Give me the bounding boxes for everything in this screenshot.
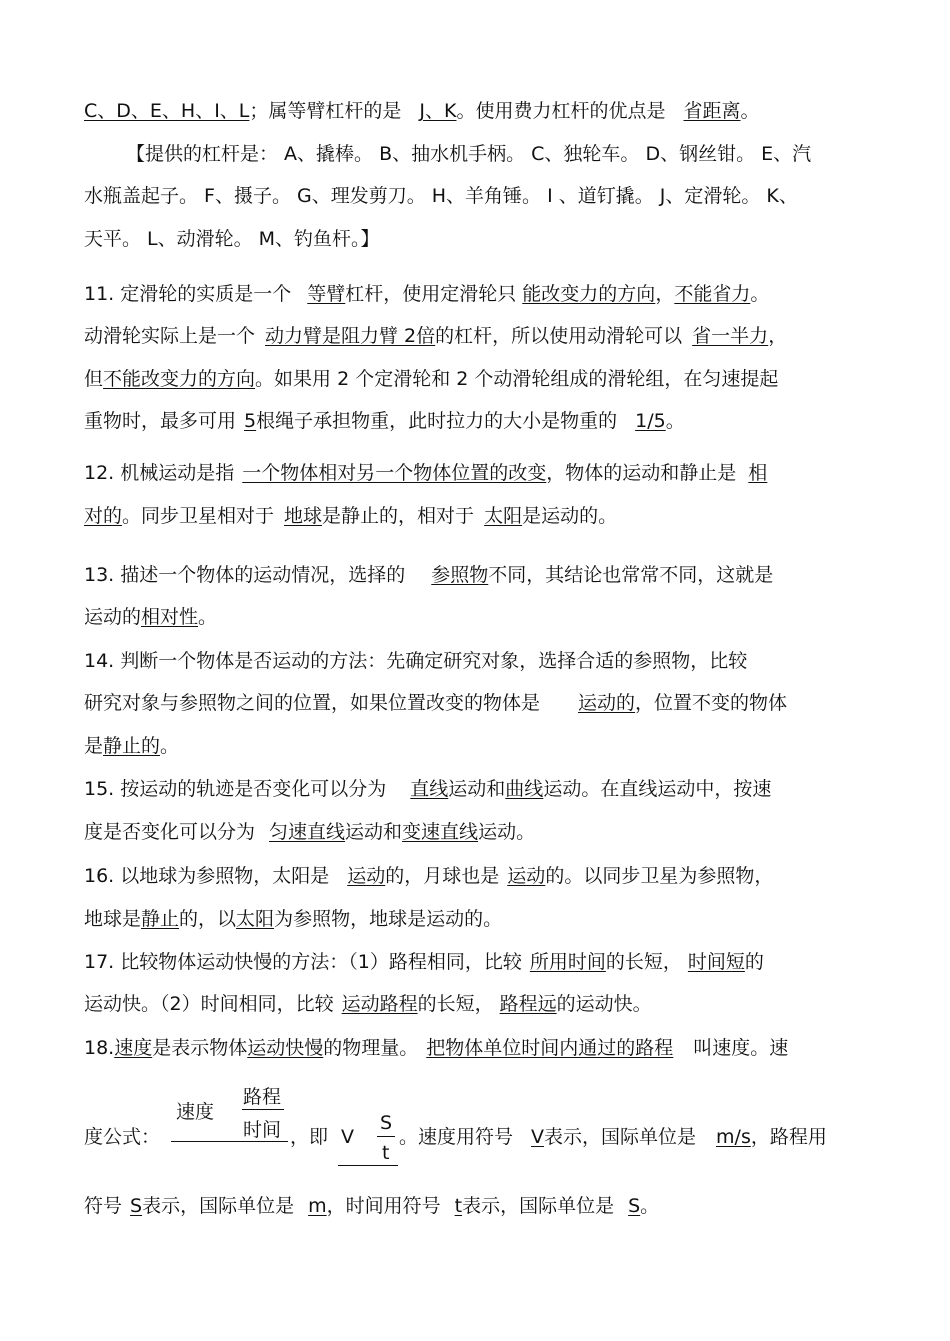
q18-line-3 [84, 1193, 864, 1219]
answer-fill: 直线 [410, 778, 449, 800]
text: 杠杆，使用定滑轮只 [345, 283, 517, 305]
q16-line-1 [84, 863, 864, 889]
lever-list-line-3: 天平。 L、动滑轮。 M、钓鱼杆。】 [84, 228, 380, 250]
answer-fill: 速度 [114, 1037, 153, 1059]
text: 18. [84, 1037, 115, 1059]
text: 的杠杆，所以使用动滑轮可以 [435, 325, 683, 347]
answer-fill: C、D、E、H、I、L [84, 100, 250, 122]
q12-line-2 [84, 503, 864, 529]
formula-answer-underline [338, 1165, 398, 1166]
text: 的长短， [605, 951, 682, 973]
q11-line-2 [84, 323, 864, 349]
answer-fill: V [531, 1126, 545, 1148]
answer-fill: 省距离 [683, 100, 741, 122]
answer-fill: 相 [748, 462, 768, 484]
answer-fill: 不能改变力的方向 [103, 368, 256, 390]
text: 运动。在直线运动中，按速 [543, 778, 772, 800]
q11-line-3 [84, 366, 864, 392]
text: ，时间用符号 [326, 1195, 441, 1217]
text: 运动和 [448, 778, 506, 800]
text: 。使用费力杠杆的优点是 [456, 100, 666, 122]
text: ，路程用 [750, 1126, 827, 1148]
text: 12. 机械运动是指 [84, 462, 235, 484]
answer-fill: 运动 [347, 865, 386, 887]
q15-line-1 [84, 776, 864, 802]
answer-fill: t [454, 1195, 463, 1217]
text: 。 [740, 100, 760, 122]
answer-fill: 地球 [284, 505, 323, 527]
text: 是静止的，相对于 [322, 505, 475, 527]
lever-list-line-1: 【提供的杠杆是： A、撬棒。 B、抽水机手柄。 C、独轮车。 D、钢丝钳。 E、汽 [126, 143, 812, 165]
text: 的，月球也是 [385, 865, 500, 887]
q14-line-2 [84, 690, 864, 716]
answer-fill: 省一半力 [692, 325, 769, 347]
q14-line-3 [84, 733, 864, 759]
text: ；属等臂杠杆的是 [249, 100, 402, 122]
text: 运动快。（2）时间相同，比较 [84, 993, 334, 1015]
answer-fill: 太阳 [236, 908, 275, 930]
q17-line-1 [84, 949, 864, 975]
answer-fill: 运动路程 [341, 993, 418, 1015]
formula-blank-word: 速度 [176, 1101, 215, 1123]
text: ， [655, 283, 675, 305]
text: 的。以同步卫星为参照物， [545, 865, 774, 887]
text: 运动的 [84, 606, 142, 628]
text: 运动。 [478, 821, 536, 843]
answer-fill: 匀速直线 [269, 821, 346, 843]
answer-fill: 参照物 [431, 564, 489, 586]
text: 符号 [84, 1195, 123, 1217]
text: 但 [84, 368, 104, 390]
answer-fill: 5 [244, 410, 257, 432]
text: 。 [665, 410, 685, 432]
answer-fill: S [130, 1195, 143, 1217]
text: 的，以 [179, 908, 237, 930]
q11-line-4 [84, 408, 864, 434]
text: 为参照物，地球是运动的。 [274, 908, 503, 930]
text: 13. 描述一个物体的运动情况，选择的 [84, 564, 406, 586]
text: 度是否变化可以分为 [84, 821, 256, 843]
formula-comma: ，即 [290, 1126, 329, 1148]
q14-line-1: 14. 判断一个物体是否运动的方法：先确定研究对象，选择合适的参照物，比较 [84, 650, 748, 672]
text: 是运动的。 [522, 505, 618, 527]
text: 。 [750, 283, 770, 305]
answer-fill: 相对性 [141, 606, 199, 628]
q17-line-2 [84, 991, 864, 1017]
text: 不同，其结论也常常不同，这就是 [488, 564, 774, 586]
answer-fill: 把物体单位时间内通过的路程 [426, 1037, 674, 1059]
text: 。 [640, 1195, 660, 1217]
answer-fill: 运动 [507, 865, 546, 887]
text: ， [768, 325, 788, 347]
answer-fill: 能改变力的方向 [522, 283, 656, 305]
text: 的运动快。 [556, 993, 652, 1015]
text: 。 [160, 735, 180, 757]
formula-blank-underline [171, 1141, 288, 1142]
q18-formula-tail [399, 1124, 827, 1150]
q15-line-2 [84, 819, 864, 845]
q13-line-2 [84, 604, 864, 630]
formula-v: V [341, 1126, 354, 1148]
answer-fill: 等臂 [307, 283, 346, 305]
text: 表示，国际单位是 [544, 1126, 697, 1148]
text: 根绳子承担物重，此时拉力的大小是物重的 [256, 410, 618, 432]
formula-lead: 度公式： [84, 1126, 161, 1148]
fraction-bar [242, 1109, 284, 1110]
lever-list-line-2: 水瓶盖起子。 F、摄子。 G、理发剪刀。 H、羊角锤。 I 、道钉撬。 J、定滑轮。 K、 [84, 185, 798, 207]
text: 表示，国际单位是 [142, 1195, 295, 1217]
answer-fill: 变速直线 [402, 821, 479, 843]
answer-fill: 1/5 [635, 410, 666, 432]
text: 运动和 [345, 821, 403, 843]
answer-fill: m/s [716, 1126, 751, 1148]
answer-fill: 太阳 [484, 505, 523, 527]
q12-line-1 [84, 460, 864, 486]
answer-fill: m [308, 1195, 327, 1217]
text: 动滑轮实际上是一个 [84, 325, 256, 347]
text: ，物体的运动和静止是 [546, 462, 737, 484]
answer-fill: 运动的 [578, 692, 636, 714]
answer-fill: 曲线 [505, 778, 544, 800]
text: 表示，国际单位是 [462, 1195, 615, 1217]
q18-line-1 [84, 1035, 864, 1061]
text: 。如果用 2 个定滑轮和 2 个动滑轮组成的滑轮组，在匀速提起 [255, 368, 779, 390]
text: ，位置不变的物体 [635, 692, 788, 714]
fraction-bar [377, 1136, 395, 1137]
answer-fill: 时间短 [687, 951, 745, 973]
text: 重物时，最多可用 [84, 410, 237, 432]
answer-fill: J、K [419, 100, 457, 122]
text: 。 [198, 606, 218, 628]
formula-t: t [382, 1142, 390, 1164]
text: 17. 比较物体运动快慢的方法：（1）路程相同，比较 [84, 951, 522, 973]
text: 研究对象与参照物之间的位置，如果位置改变的物体是 [84, 692, 541, 714]
q10-answer-line [84, 98, 864, 124]
q11-line-1 [84, 281, 864, 307]
formula-denominator: 时间 [243, 1119, 282, 1141]
text: 的物理量。 [323, 1037, 419, 1059]
text: 是表示物体 [152, 1037, 248, 1059]
answer-fill: 静止 [141, 908, 180, 930]
answer-fill: S [628, 1195, 641, 1217]
text: 。速度用符号 [399, 1126, 514, 1148]
formula-s: S [380, 1112, 393, 1134]
answer-fill: 所用时间 [529, 951, 606, 973]
text: 。同步卫星相对于 [122, 505, 275, 527]
answer-fill: 一个物体相对另一个物体位置的改变 [242, 462, 547, 484]
formula-numerator: 路程 [243, 1086, 282, 1108]
answer-fill: 对的 [84, 505, 123, 527]
answer-fill: 运动快慢 [247, 1037, 324, 1059]
answer-fill: 不能省力 [674, 283, 751, 305]
answer-fill: 路程远 [499, 993, 557, 1015]
text: 11. 定滑轮的实质是一个 [84, 283, 292, 305]
q16-line-2 [84, 906, 864, 932]
text: 叫速度。速 [693, 1037, 789, 1059]
text: 地球是 [84, 908, 142, 930]
answer-fill: 静止的 [103, 735, 161, 757]
text: 15. 按运动的轨迹是否变化可以分为 [84, 778, 387, 800]
text: 的长短， [417, 993, 494, 1015]
text: 是 [84, 735, 104, 757]
text: 的 [744, 951, 764, 973]
answer-fill: 动力臂是阻力臂 2倍 [265, 325, 436, 347]
q13-line-1 [84, 562, 864, 588]
text: 16. 以地球为参照物，太阳是 [84, 865, 330, 887]
